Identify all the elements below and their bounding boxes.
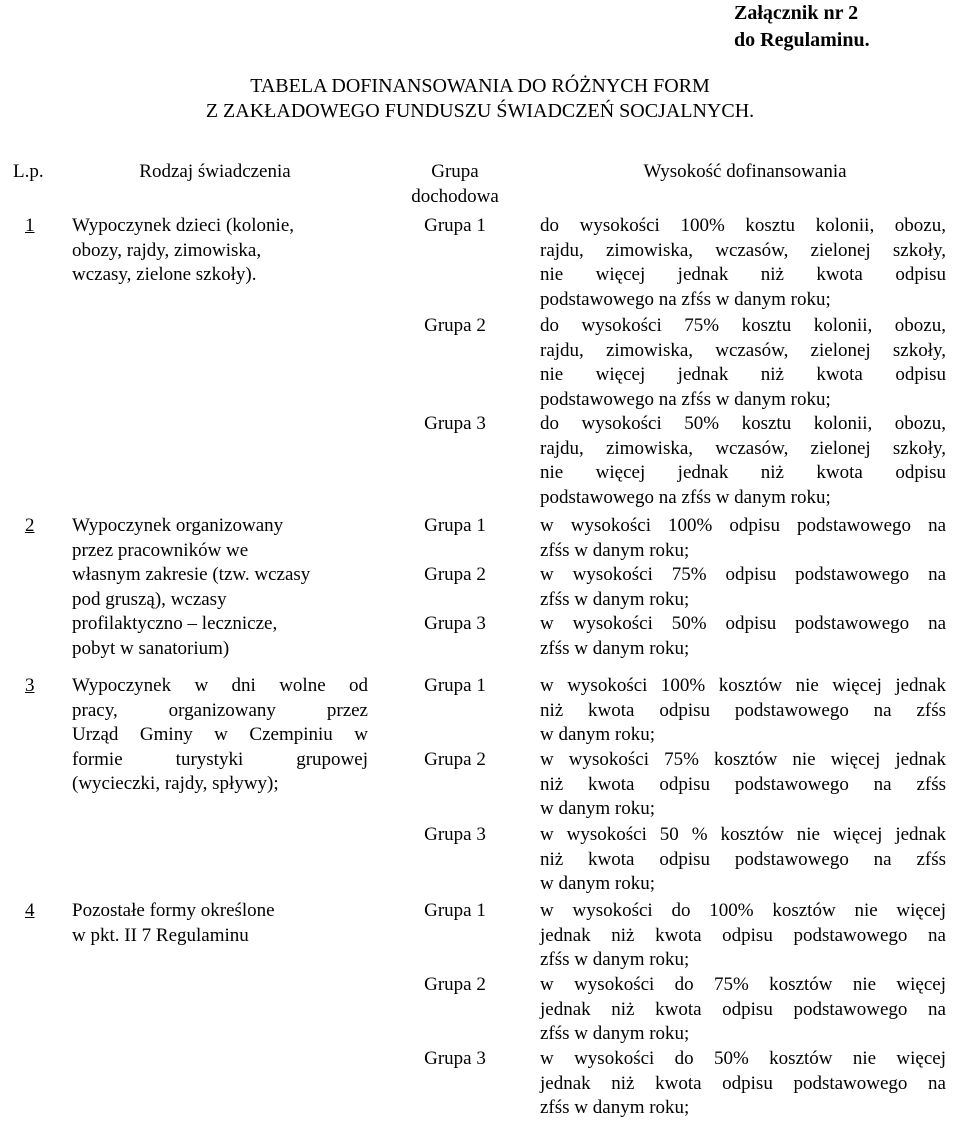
funding-amount [540, 899, 946, 973]
funding-amount [540, 823, 946, 897]
benefit-type-line: Wypoczynek w dni wolne od [72, 675, 368, 696]
funding-amount-line: zfśs w danym roku; [540, 637, 690, 659]
funding-amount [540, 314, 946, 412]
funding-amount-line: nie więcej jednak niż kwota odpisu [540, 462, 946, 483]
benefit-type-line: Urząd Gminy w Czempiniu w [72, 724, 368, 745]
income-group: Grupa 3 [424, 413, 486, 434]
funding-amount-line: w wysokości do 100% kosztów nie więcej [540, 900, 946, 921]
funding-amount-line: nie więcej jednak niż kwota odpisu [540, 264, 946, 285]
benefit-type-line: przez pracowników we [72, 539, 249, 561]
row-number: 2 [25, 515, 35, 536]
row-number: 3 [25, 675, 35, 696]
header-lp: L.p. [13, 161, 44, 182]
income-group: Grupa 3 [424, 824, 486, 845]
funding-amount-line: podstawowego na zfśs w danym roku; [540, 288, 831, 310]
funding-amount-line: w wysokości 50 % kosztów nie więcej jednak [540, 824, 946, 845]
funding-amount [540, 214, 946, 312]
funding-amount-line: w danym roku; [540, 798, 656, 819]
funding-amount-line: jednak niż kwota odpisu podstawowego na [540, 998, 946, 1020]
funding-amount-line: w wysokości 50% odpisu podstawowego na [540, 613, 946, 634]
funding-amount [540, 1047, 946, 1121]
benefit-type-line: Wypoczynek dzieci (kolonie, [72, 215, 295, 236]
funding-amount [540, 674, 946, 748]
funding-amount-line: do wysokości 50% kosztu kolonii, obozu, [540, 413, 946, 434]
benefit-type [72, 514, 368, 661]
benefit-type-line: formie turystyki grupowej [72, 748, 368, 770]
header-grupa [395, 160, 515, 209]
income-group: Grupa 1 [424, 215, 486, 236]
benefit-type [72, 214, 368, 288]
benefit-type-line: pobyt w sanatorium) [72, 637, 230, 659]
income-group: Grupa 1 [424, 900, 486, 921]
income-group: Grupa 3 [424, 1048, 486, 1069]
benefit-type-line: obozy, rajdy, zimowiska, [72, 239, 262, 261]
income-group: Grupa 1 [424, 515, 486, 536]
funding-amount [540, 514, 946, 563]
funding-amount-line: zfśs w danym roku; [540, 1023, 690, 1044]
header-grupa-line-2: dochodowa [411, 185, 499, 207]
funding-amount-line: rajdu, zimowiska, wczasów, zielonej szkoły, [540, 437, 946, 459]
funding-amount-line: do wysokości 100% kosztu kolonii, obozu, [540, 215, 946, 236]
benefit-type-line: (wycieczki, rajdy, spływy); [72, 773, 279, 794]
funding-amount-line: zfśs w danym roku; [540, 588, 690, 610]
funding-amount-line: zfśs w danym roku; [540, 1097, 690, 1118]
funding-amount-line: rajdu, zimowiska, wczasów, zielonej szkoły, [540, 339, 946, 361]
income-group: Grupa 2 [424, 564, 486, 585]
header-wysokosc: Wysokość dofinansowania [643, 161, 847, 182]
funding-amount-line: w wysokości 75% kosztów nie więcej jednak [540, 749, 946, 770]
annex-line-2: do Regulaminu. [734, 29, 870, 51]
benefit-type-line: własnym zakresie (tzw. wczasy [72, 564, 311, 585]
funding-amount-line: zfśs w danym roku; [540, 949, 690, 970]
funding-amount-line: niż kwota odpisu podstawowego na zfśs [540, 773, 946, 795]
row-number: 1 [25, 215, 35, 236]
funding-amount-line: nie więcej jednak niż kwota odpisu [540, 364, 946, 385]
income-group: Grupa 2 [424, 315, 486, 336]
benefit-type-line: pracy, organizowany przez [72, 699, 368, 721]
income-group: Grupa 2 [424, 749, 486, 770]
header-rodzaj: Rodzaj świadczenia [139, 161, 291, 182]
title-line-1: TABELA DOFINANSOWANIA DO RÓŻNYCH FORM [250, 75, 710, 97]
benefit-type-line: Wypoczynek organizowany [72, 515, 284, 536]
funding-amount-line: jednak niż kwota odpisu podstawowego na [540, 924, 946, 946]
benefit-type-line: Pozostałe formy określone [72, 900, 275, 921]
benefit-type [72, 674, 368, 797]
funding-amount-line: niż kwota odpisu podstawowego na zfśs [540, 848, 946, 870]
income-group: Grupa 1 [424, 675, 486, 696]
funding-amount-line: niż kwota odpisu podstawowego na zfśs [540, 699, 946, 721]
funding-amount [540, 412, 946, 510]
funding-amount-line: rajdu, zimowiska, wczasów, zielonej szkoły, [540, 239, 946, 261]
benefit-type [72, 899, 368, 948]
funding-amount [540, 612, 946, 661]
funding-amount-line: podstawowego na zfśs w danym roku; [540, 486, 831, 508]
benefit-type-line: pod gruszą), wczasy [72, 588, 227, 610]
funding-amount-line: jednak niż kwota odpisu podstawowego na [540, 1072, 946, 1094]
document-title [0, 74, 960, 124]
funding-amount [540, 563, 946, 612]
benefit-type-line: w pkt. II 7 Regulaminu [72, 924, 249, 946]
funding-amount-line: w wysokości 100% odpisu podstawowego na [540, 515, 946, 536]
row-number: 4 [25, 900, 35, 921]
funding-amount-line: zfśs w danym roku; [540, 539, 690, 561]
annex-line-1: Załącznik nr 2 [734, 2, 859, 24]
benefit-type-line: profilaktyczno – lecznicze, [72, 613, 278, 634]
funding-amount-line: w wysokości do 75% kosztów nie więcej [540, 974, 946, 995]
funding-amount-line: w wysokości do 50% kosztów nie więcej [540, 1048, 946, 1069]
header-grupa-line-1: Grupa [431, 161, 479, 182]
funding-amount-line: w wysokości 100% kosztów nie więcej jednak [540, 675, 946, 696]
funding-amount-line: w danym roku; [540, 724, 656, 745]
funding-amount-line: podstawowego na zfśs w danym roku; [540, 388, 831, 410]
funding-amount-line: w danym roku; [540, 873, 656, 894]
title-line-2: Z ZAKŁADOWEGO FUNDUSZU ŚWIADCZEŃ SOCJALNYCH. [205, 100, 755, 122]
income-group: Grupa 2 [424, 974, 486, 995]
funding-amount [540, 973, 946, 1047]
funding-amount-line: w wysokości 75% odpisu podstawowego na [540, 564, 946, 585]
funding-amount-line: do wysokości 75% kosztu kolonii, obozu, [540, 315, 946, 336]
income-group: Grupa 3 [424, 613, 486, 634]
funding-amount [540, 748, 946, 822]
benefit-type-line: wczasy, zielone szkoły). [72, 264, 257, 285]
annex-label [734, 0, 870, 54]
